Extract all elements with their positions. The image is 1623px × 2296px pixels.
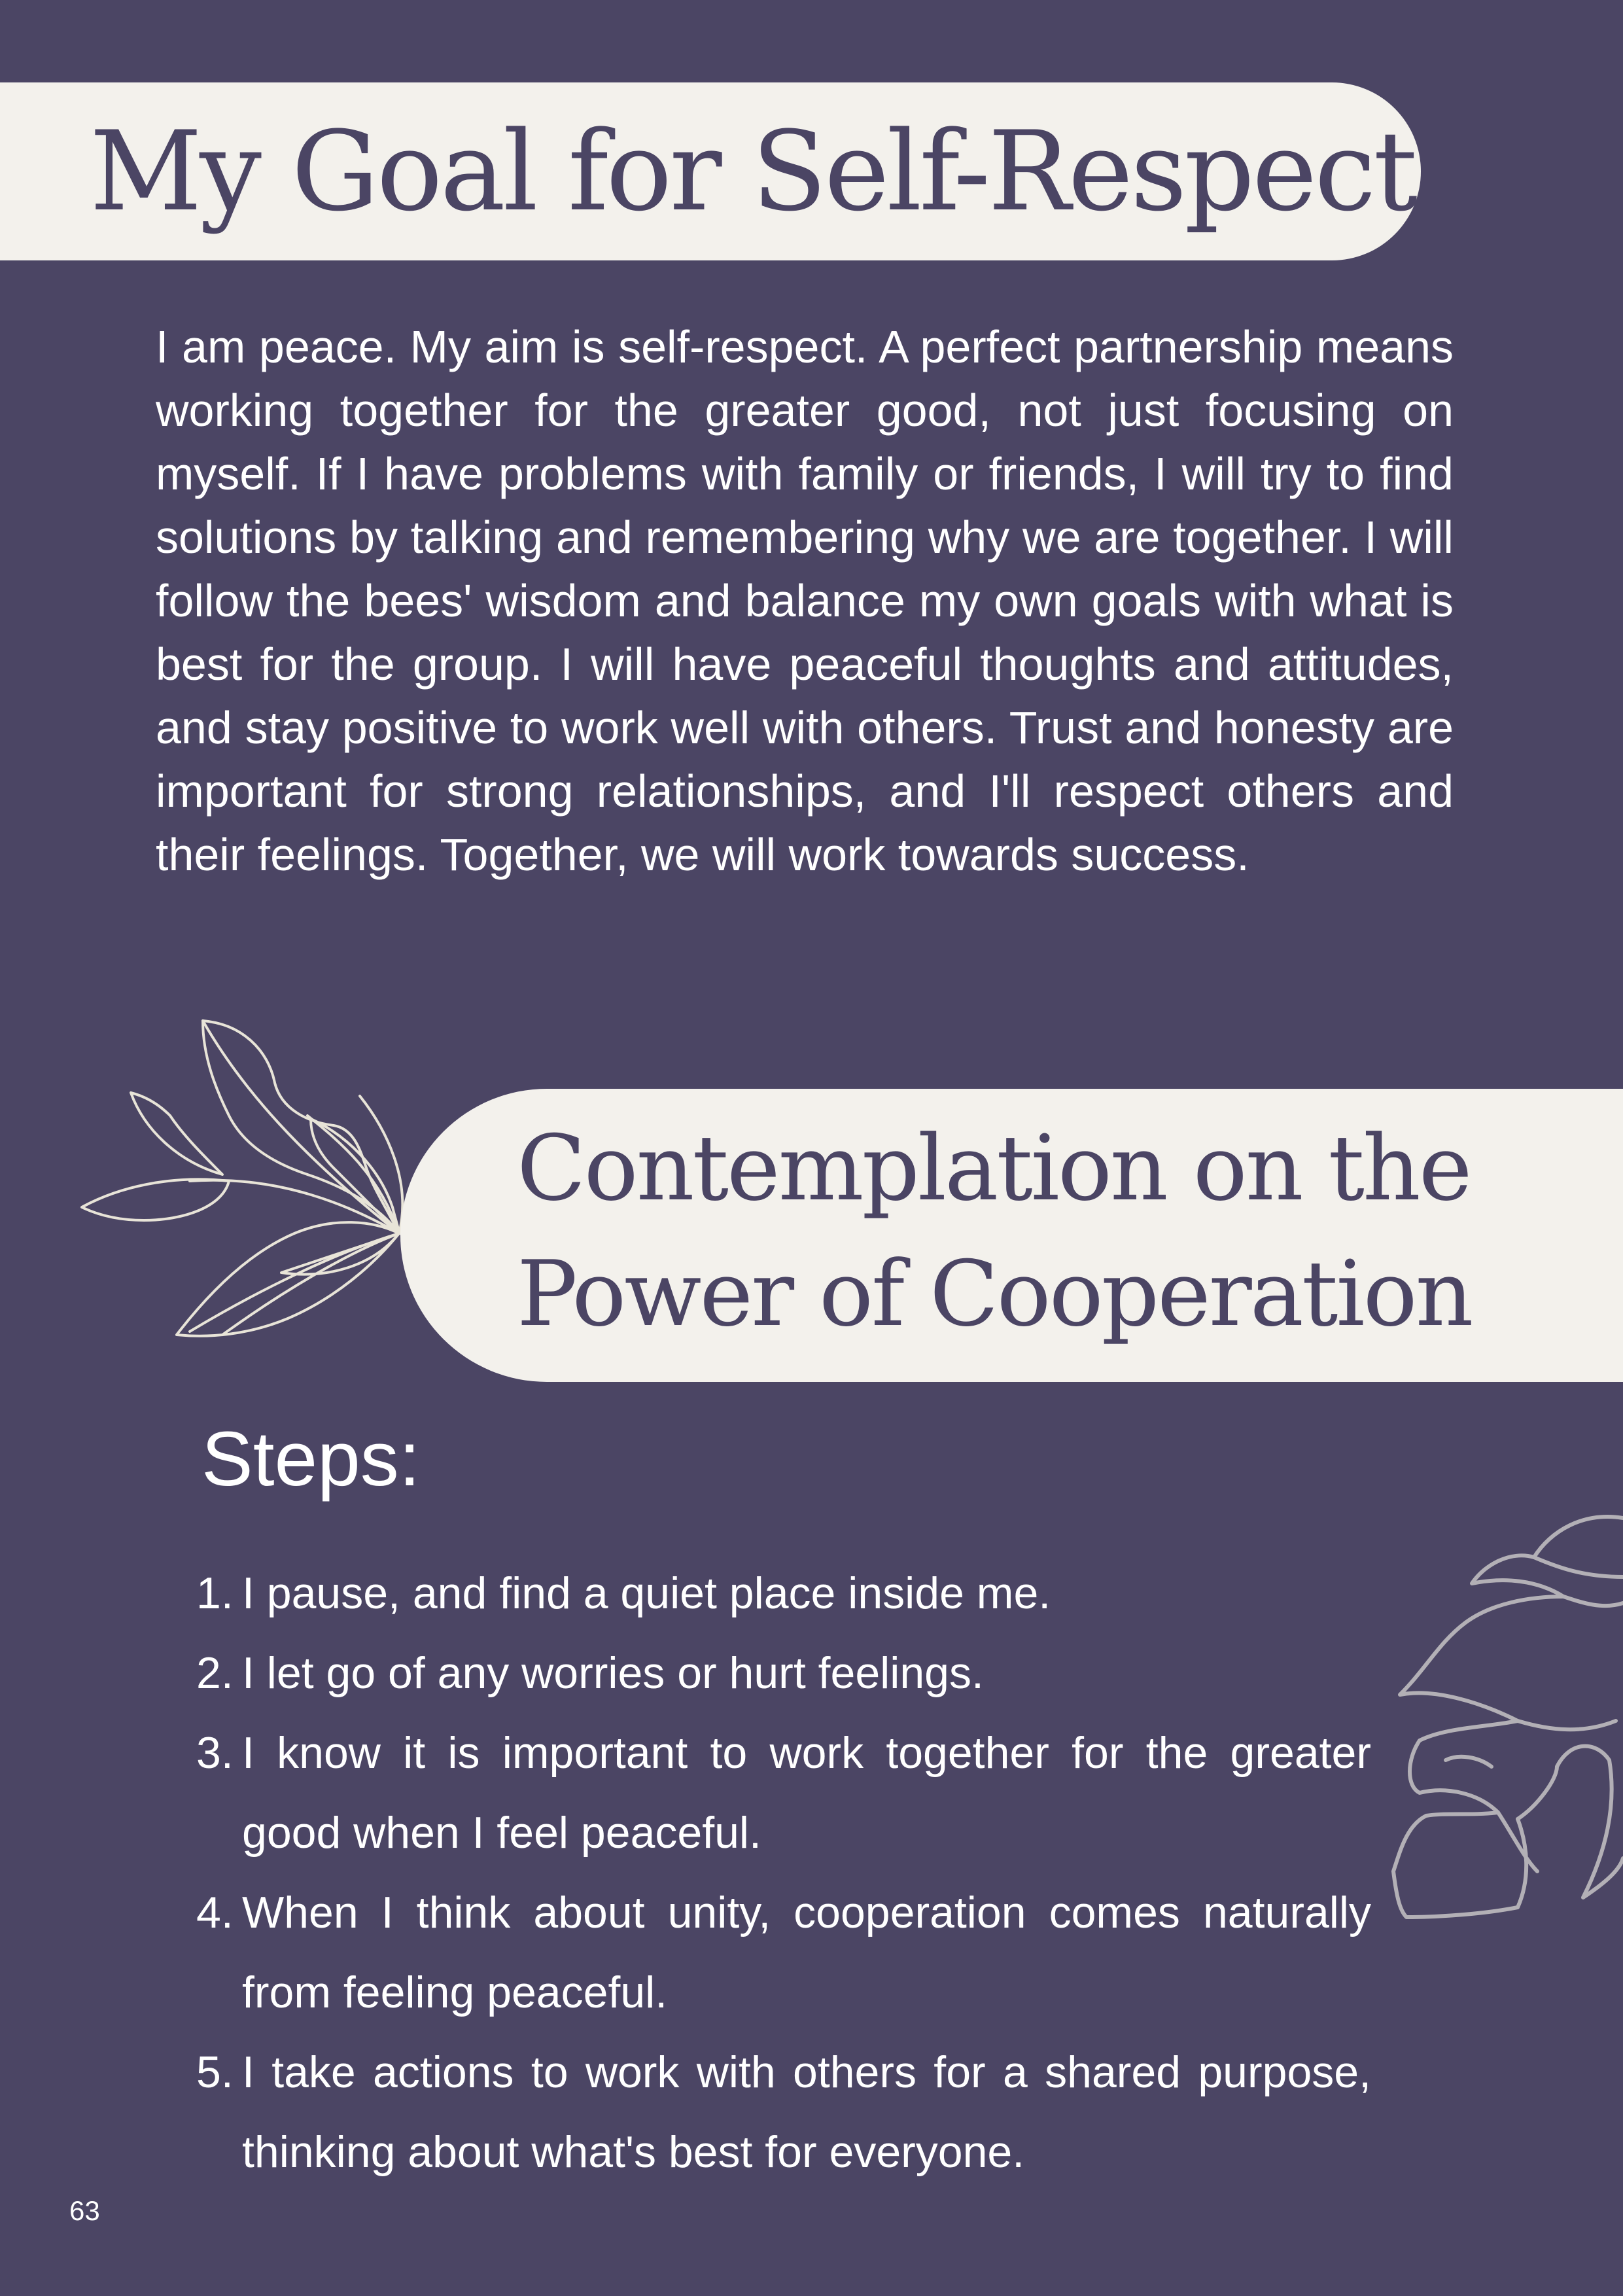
step-number: 4. [196,1888,234,1937]
step-text: I let go of any worries or hurt feelings. [242,1648,984,1698]
step-text: I know it is important to work together for the greater good when I feel peaceful. [242,1728,1371,1858]
step-item [196,1553,1371,1633]
step-number: 1. [196,1568,234,1618]
step-number: 3. [196,1728,234,1778]
step-text: I take actions to work with others for a shared purpose, thinking about what's best for everyone. [242,2047,1371,2177]
monstera-leaf-icon [1367,1505,1623,1930]
intro-paragraph: I am peace. My aim is self-respect. A perfect partnership means working together for the greater good, not just focusing on myself. If I have problems with family or friends, I will try to find solutions by talking and remembering why we are together. I will follow the bees' wisdom and balance my own goals with what is best for the group. I will have peaceful thoughts and attitudes, and stay positive to work well with others. Trust and honesty are important for strong relationships, and I'll respect others and their feelings. Together, we will work towards success. [156,321,1454,880]
steps-list [196,1553,1371,2192]
section-title: My Goal for Self-Respect [90,107,1415,236]
section-subtitle [517,1106,1563,1357]
step-number: 5. [196,2047,234,2097]
step-item [196,1713,1371,1873]
step-number: 2. [196,1648,234,1698]
steps-heading: Steps: [201,1416,421,1502]
step-text: I pause, and find a quiet place inside me. [242,1568,1051,1618]
step-item [196,1633,1371,1713]
subtitle-line-1: Contemplation on the [517,1116,1471,1221]
subtitle-line-2: Power of Cooperation [517,1241,1472,1347]
page-number: 63 [69,2195,100,2226]
step-text: When I think about unity, cooperation comes naturally from feeling peaceful. [242,1888,1371,2017]
step-item [196,2032,1371,2192]
step-item [196,1873,1371,2032]
